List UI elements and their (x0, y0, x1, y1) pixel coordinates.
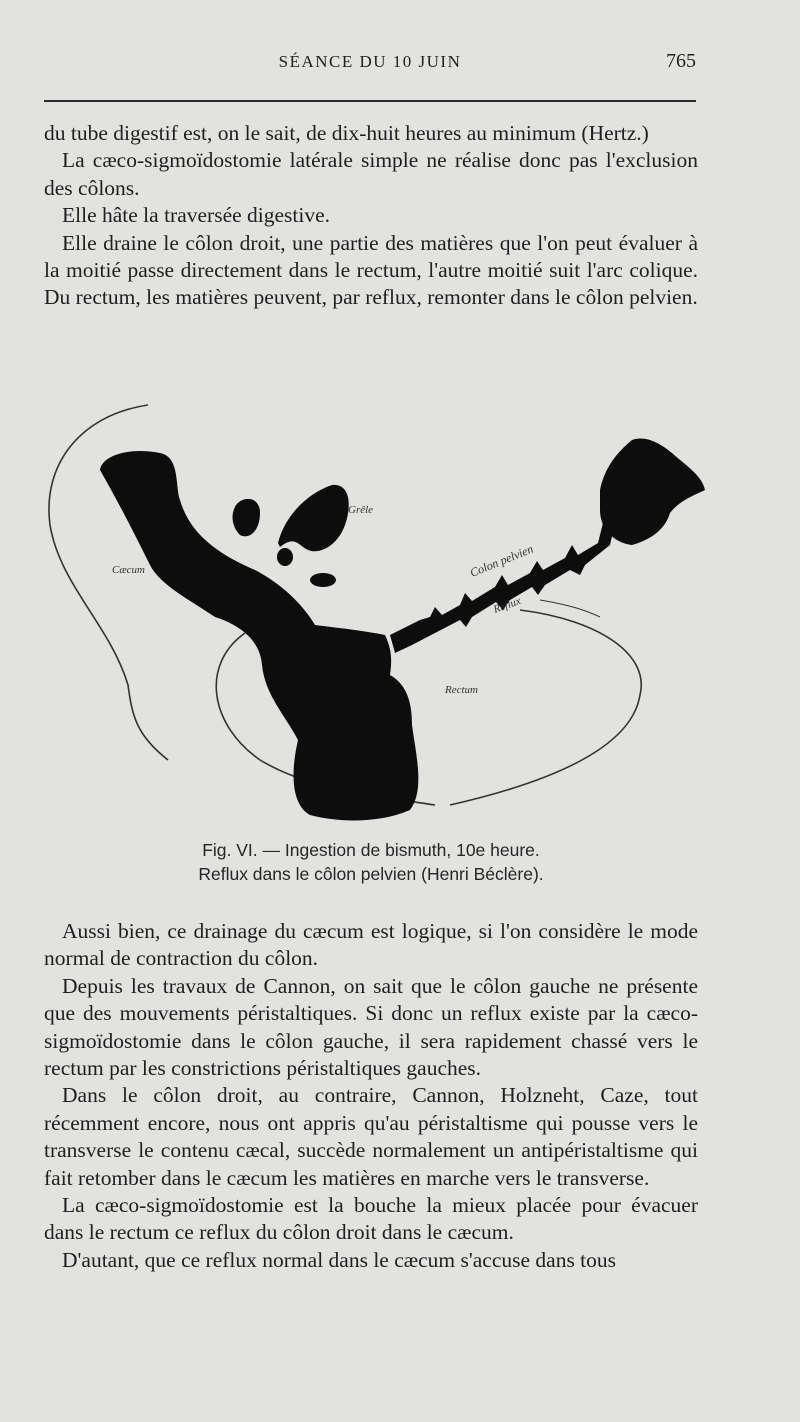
paragraph: du tube digestif est, on le sait, de dix-huit heures au minimum (Hertz.) (44, 121, 649, 145)
sigmoid-end-mass (600, 438, 705, 545)
label-grele: Grêle (348, 504, 374, 516)
paragraph: La cæco-sigmoïdostomie est la bouche la mieux placée pour évacuer dans le rectum ce reflux du côlon droit dans le cæcum. (44, 1193, 698, 1245)
small-bowel-blob-1 (278, 485, 349, 551)
paragraph: Elle hâte la traversée digestive. (62, 203, 331, 228)
small-bowel-blob-3 (277, 548, 293, 566)
paragraph: Dans le côlon droit, au contraire, Cannon, Holzneht, Caze, tout récemment encore, nous ont appris qu'au péristaltisme qui pousse vers le transverse le contenu cæcal, succède normalement un antipéristaltisme qui fait retomber dans le cæcum les matières en marche vers le transverse. (44, 1083, 698, 1190)
paragraph: D'autant, que ce reflux normal dans le cæcum s'accuse dans tous (62, 1247, 617, 1272)
page-header (44, 48, 696, 78)
top-text-block (44, 120, 698, 312)
pelvic-colon-band (390, 505, 618, 653)
paragraph: Aussi bien, ce drainage du cæcum est logique, si l'on considère le mode normal de contraction du côlon. (44, 919, 698, 971)
paragraph: La cæco-sigmoïdostomie latérale simple ne réalise donc pas l'exclusion des côlons. (44, 148, 698, 200)
header-rule (44, 100, 696, 102)
label-rectum: Rectum (445, 684, 478, 696)
label-colon-pelvien: Colon pelvien (467, 541, 536, 580)
bottom-text-block (44, 918, 698, 1274)
right-contour-line (450, 610, 641, 805)
radiograph-figure (40, 395, 720, 825)
small-bowel-blob-4 (310, 573, 336, 587)
label-caecum: Cæcum (112, 564, 145, 576)
bismuth-radiograph-drawing (40, 395, 720, 825)
figure-caption (44, 838, 698, 886)
caption-line-2: Reflux dans le côlon pelvien (Henri Béclère). (198, 864, 544, 884)
paragraph: Depuis les travaux de Cannon, on sait que le côlon gauche ne présente que des mouvements péristaltiques. Si donc un reflux existe par la cæco-sigmoïdostomie dans le côlon gauche, il sera rapidement chassé vers le rectum par les constrictions péristaltiques gauches. (44, 973, 698, 1081)
label-reflux: Reflux (491, 594, 523, 616)
page-number: 765 (666, 50, 696, 72)
caption-line-1: Fig. VI. — Ingestion de bismuth, 10e heure. (202, 840, 540, 860)
small-bowel-blob-2 (233, 499, 260, 536)
paragraph: Elle draine le côlon droit, une partie des matières que l'on peut évaluer à la moitié passe directement dans le rectum, l'autre moitié suit l'arc colique. Du rectum, les matières peuvent, par reflux, remonter dans le côlon pelvien. (44, 230, 698, 310)
running-title: SÉANCE DU 10 JUIN (278, 52, 462, 71)
